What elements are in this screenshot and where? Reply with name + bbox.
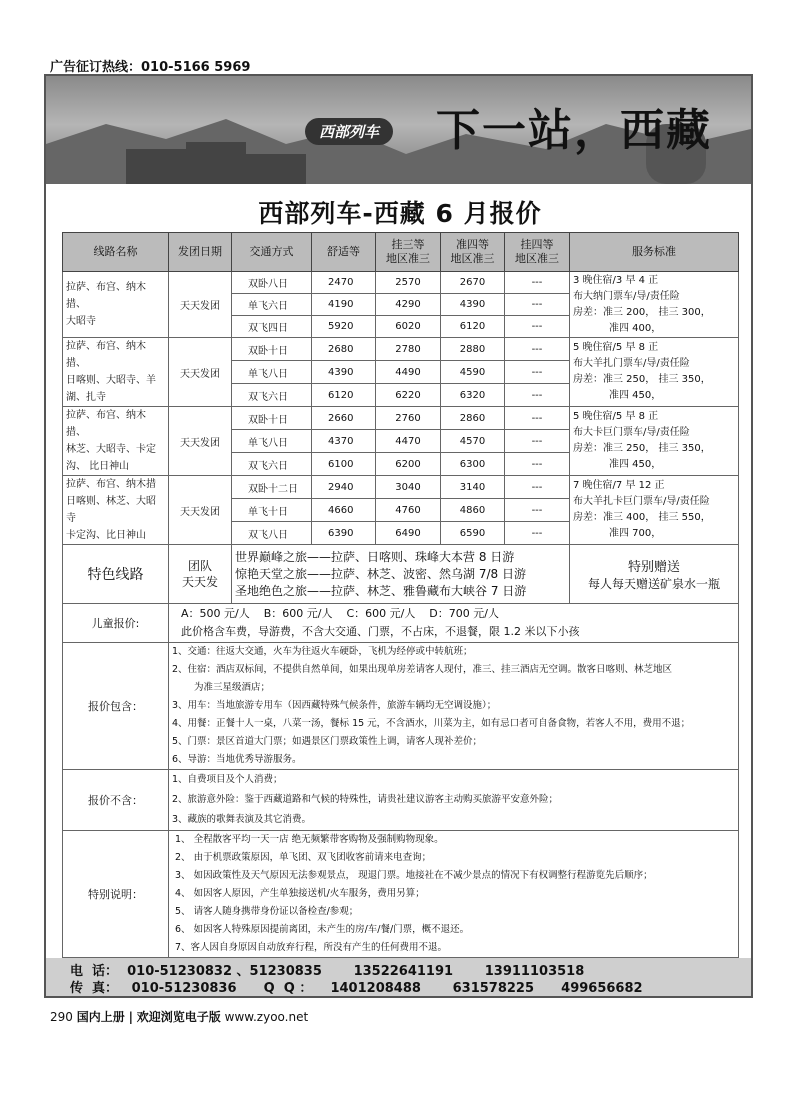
include-item: 5、门票：景区首道大门票；如遇景区门票政策性上调，请客人现补差价；: [172, 736, 483, 747]
transport-mode: 单飞八日: [232, 361, 312, 384]
route-date: 天天发团: [169, 407, 232, 476]
gift-text: 每人每天赠送矿泉水一瓶: [587, 577, 720, 591]
price-gua3: 6490: [376, 522, 441, 545]
price-gua4: ---: [505, 407, 570, 430]
footer-section: 国内上册: [76, 1010, 125, 1024]
col-header: 挂四等 地区准三: [505, 233, 570, 272]
price-comfort: 2680: [312, 338, 376, 361]
service-standard: [570, 476, 739, 545]
train-logo: 西部列车: [305, 118, 393, 145]
excludes-list: [169, 770, 739, 831]
price-gua3: 6220: [376, 384, 441, 407]
price-zhun4: 4570: [441, 430, 505, 453]
excludes-row: [63, 770, 739, 831]
banner-slogan: 下一站，西藏: [436, 105, 712, 156]
child-label: 儿童报价:: [63, 604, 169, 643]
service-line: 布大羊扎门票车/导/责任险: [573, 358, 690, 369]
price-comfort: 4370: [312, 430, 376, 453]
banner: [46, 76, 751, 184]
price-gua3: 4490: [376, 361, 441, 384]
child-prices: A：500 元/人 B：600 元/人 C：600 元/人 D：700 元/人: [181, 607, 499, 620]
price-gua4: ---: [505, 361, 570, 384]
price-comfort: 2660: [312, 407, 376, 430]
route-name: 拉萨、布宫、纳木措、 林芝、大昭寺、卡定 沟、 比日神山: [63, 407, 169, 476]
price-comfort: 6390: [312, 522, 376, 545]
price-zhun4: 6320: [441, 384, 505, 407]
exclude-item: 1、自费项目及个人消费；: [172, 774, 283, 785]
route-row: [63, 338, 739, 361]
include-item: 3、用车：当地旅游专用车（因西藏特殊气候条件，旅游车辆均无空调设施）；: [172, 700, 497, 711]
route-row: [63, 272, 739, 294]
transport-mode: 双飞六日: [232, 453, 312, 476]
header-row: [63, 233, 739, 272]
service-standard: [570, 407, 739, 476]
page-number: 290: [50, 1010, 73, 1024]
price-gua4: ---: [505, 522, 570, 545]
service-line: 布大纳门票车/导/责任险: [573, 290, 680, 302]
service-standard: [570, 338, 739, 407]
include-item: 4、用餐：正餐十人一桌，八菜一汤，餐标 15 元，不含酒水，川菜为主，如有忌口者可自备食物，若客人不用，费用不退；: [172, 718, 691, 729]
contact-phone: 电 话： 010-51230832 、51230835 13522641191 13911103518: [70, 964, 585, 979]
route-date: 天天发团: [169, 476, 232, 545]
service-standard: [570, 272, 739, 338]
gift-cell: [570, 545, 739, 604]
child-content: [169, 604, 739, 643]
transport-mode: 双卧十日: [232, 407, 312, 430]
col-header: 发团日期: [169, 233, 232, 272]
price-zhun4: 6300: [441, 453, 505, 476]
excludes-label: 报价不含：: [63, 770, 169, 831]
route-row: [63, 476, 739, 499]
price-gua4: ---: [505, 338, 570, 361]
child-row: [63, 604, 739, 643]
note-item: 5、 请客人随身携带身份证以备检查/参观；: [175, 906, 359, 917]
price-zhun4: 2860: [441, 407, 505, 430]
price-gua3: 4760: [376, 499, 441, 522]
include-item: 为准三星级酒店；: [194, 682, 271, 693]
service-line: 房差：准三 250， 挂三 350，: [573, 374, 711, 385]
route-row: [63, 407, 739, 430]
note-item: 4、 如因客人原因，产生单独接送机/火车服务，费用另算；: [175, 888, 425, 899]
price-comfort: 4660: [312, 499, 376, 522]
note-item: 1、 全程散客平均一天一店 绝无频繁带客购物及强制购物现象。: [175, 834, 444, 845]
transport-mode: 双卧十二日: [232, 476, 312, 499]
price-gua3: 3040: [376, 476, 441, 499]
price-gua4: ---: [505, 430, 570, 453]
price-gua4: ---: [505, 499, 570, 522]
price-gua3: 6020: [376, 316, 441, 338]
price-zhun4: 3140: [441, 476, 505, 499]
price-comfort: 6100: [312, 453, 376, 476]
transport-mode: 双卧八日: [232, 272, 312, 294]
notes-row: [63, 831, 739, 958]
col-header: 挂三等 地区准三: [376, 233, 441, 272]
service-line: 房差：准三 400， 挂三 550，: [573, 512, 711, 523]
transport-mode: 单飞十日: [232, 499, 312, 522]
route-date: 天天发团: [169, 272, 232, 338]
featured-row: [63, 545, 739, 604]
featured-line: 世界巅峰之旅——拉萨、日喀则、珠峰大本营 8 日游: [235, 549, 515, 564]
price-gua4: ---: [505, 384, 570, 407]
note-item: 2、 由于机票政策原因，单飞团、双飞团收客前请来电查询；: [175, 852, 432, 863]
col-header: 准四等 地区准三: [441, 233, 505, 272]
includes-label: 报价包含：: [63, 643, 169, 770]
service-line: 布大羊扎卡巨门票车/导/责任险: [573, 496, 710, 507]
route-date: 天天发团: [169, 338, 232, 407]
route-name: 拉萨、布宫、纳木措、 大昭寺: [63, 272, 169, 338]
service-line: 准四 450，: [609, 459, 662, 470]
price-gua3: 4290: [376, 294, 441, 316]
footer-separator: |: [128, 1010, 133, 1024]
service-line: 3 晚住宿/3 早 4 正: [573, 274, 659, 286]
route-name: 拉萨、布宫、纳木措、 日喀则、大昭寺、羊 湖、扎寺: [63, 338, 169, 407]
exclude-item: 3、藏族的歌舞表演及其它消费。: [172, 814, 312, 825]
price-zhun4: 4390: [441, 294, 505, 316]
price-table: [62, 232, 739, 958]
service-line: 7 晚住宿/7 早 12 正: [573, 480, 665, 491]
transport-mode: 双飞八日: [232, 522, 312, 545]
service-line: 房差：准三 200， 挂三 300，: [573, 306, 711, 318]
price-comfort: 4390: [312, 361, 376, 384]
service-line: 5 晚住宿/5 早 8 正: [573, 342, 659, 353]
contact-bar: [46, 958, 751, 996]
note-item: 6、 如因客人特殊原因提前离团，未产生的房/车/餐/门票，概不退还。: [175, 924, 470, 935]
includes-list: [169, 643, 739, 770]
service-line: 布大卡巨门票车/导/责任险: [573, 427, 690, 438]
service-line: 5 晚住宿/5 早 8 正: [573, 411, 659, 422]
notes-list: [169, 831, 739, 958]
route-name: 拉萨、布宫、纳木措 日喀则、林芝、大昭寺 卡定沟、比日神山: [63, 476, 169, 545]
price-gua4: ---: [505, 272, 570, 294]
service-line: 准四 400，: [609, 322, 662, 334]
includes-row: [63, 643, 739, 770]
transport-mode: 双卧十日: [232, 338, 312, 361]
price-zhun4: 6120: [441, 316, 505, 338]
page-title: 西部列车-西藏 6 月报价: [258, 199, 542, 228]
service-line: 准四 700，: [609, 528, 662, 539]
child-note: 此价格含车费，导游费，不含大交通、门票，不占床，不退餐，限 1.2 米以下小孩: [181, 625, 580, 638]
col-header: 舒适等: [312, 233, 376, 272]
price-gua4: ---: [505, 316, 570, 338]
exclude-item: 2、旅游意外险：鉴于西藏道路和气候的特殊性，请贵社建议游客主动购买旅游平安意外险；: [172, 794, 559, 805]
featured-label: 特色线路: [63, 545, 169, 604]
transport-mode: 双飞六日: [232, 384, 312, 407]
col-header: 线路名称: [63, 233, 169, 272]
price-gua4: ---: [505, 453, 570, 476]
service-line: 准四 450，: [609, 390, 662, 401]
featured-line: 惊艳天堂之旅——拉萨、林芝、波密、然乌湖 7/8 日游: [235, 566, 526, 581]
price-gua3: 4470: [376, 430, 441, 453]
note-item: 7、客人因自身原因自动放弃行程，所没有产生的任何费用不退。: [175, 942, 448, 953]
transport-mode: 双飞四日: [232, 316, 312, 338]
price-zhun4: 2670: [441, 272, 505, 294]
col-header: 交通方式: [232, 233, 312, 272]
price-gua3: 2780: [376, 338, 441, 361]
footer-url: www.zyoo.net: [224, 1010, 309, 1024]
featured-line: 圣地绝色之旅——拉萨、林芝、雅鲁藏布大峡谷 7 日游: [235, 583, 527, 598]
price-gua4: ---: [505, 476, 570, 499]
transport-mode: 单飞六日: [232, 294, 312, 316]
price-comfort: 6120: [312, 384, 376, 407]
footer-slogan: 欢迎浏览电子版: [136, 1010, 221, 1024]
featured-lines: [232, 545, 570, 604]
contact-fax: 传 真： 010-51230836 Q Q ： 1401208488 631578225 499656682: [70, 981, 643, 996]
transport-mode: 单飞八日: [232, 430, 312, 453]
featured-type: 团队 天天发: [169, 545, 232, 604]
price-gua4: ---: [505, 294, 570, 316]
service-line: 房差：准三 250， 挂三 350，: [573, 443, 711, 454]
include-item: 1、交通：往返大交通，火车为往返火车硬卧，飞机为经停或中转航班；: [172, 646, 473, 657]
include-item: 2、住宿：酒店双标间，不提供自然单间，如果出现单房差请客人现付，准三、挂三酒店无空调。散客日喀则、林芝地区: [172, 664, 673, 675]
price-comfort: 2470: [312, 272, 376, 294]
price-comfort: 2940: [312, 476, 376, 499]
note-item: 3、 如因政策性及天气原因无法参观景点， 现退门票。地接社在不减少景点的情况下有权调整行程游览先后顺序；: [175, 870, 653, 881]
price-gua3: 2570: [376, 272, 441, 294]
notes-label: 特别说明：: [63, 831, 169, 958]
price-zhun4: 6590: [441, 522, 505, 545]
page-footer: [50, 1008, 308, 1025]
price-zhun4: 2880: [441, 338, 505, 361]
price-gua3: 6200: [376, 453, 441, 476]
price-zhun4: 4860: [441, 499, 505, 522]
price-comfort: 5920: [312, 316, 376, 338]
gift-title: 特别赠送: [627, 560, 680, 575]
price-zhun4: 4590: [441, 361, 505, 384]
price-comfort: 4190: [312, 294, 376, 316]
col-header: 服务标准: [570, 233, 739, 272]
price-gua3: 2760: [376, 407, 441, 430]
include-item: 6、导游：当地优秀导游服务。: [172, 754, 302, 765]
ad-hotline: 广告征订热线：010-5166 5969: [50, 60, 251, 75]
